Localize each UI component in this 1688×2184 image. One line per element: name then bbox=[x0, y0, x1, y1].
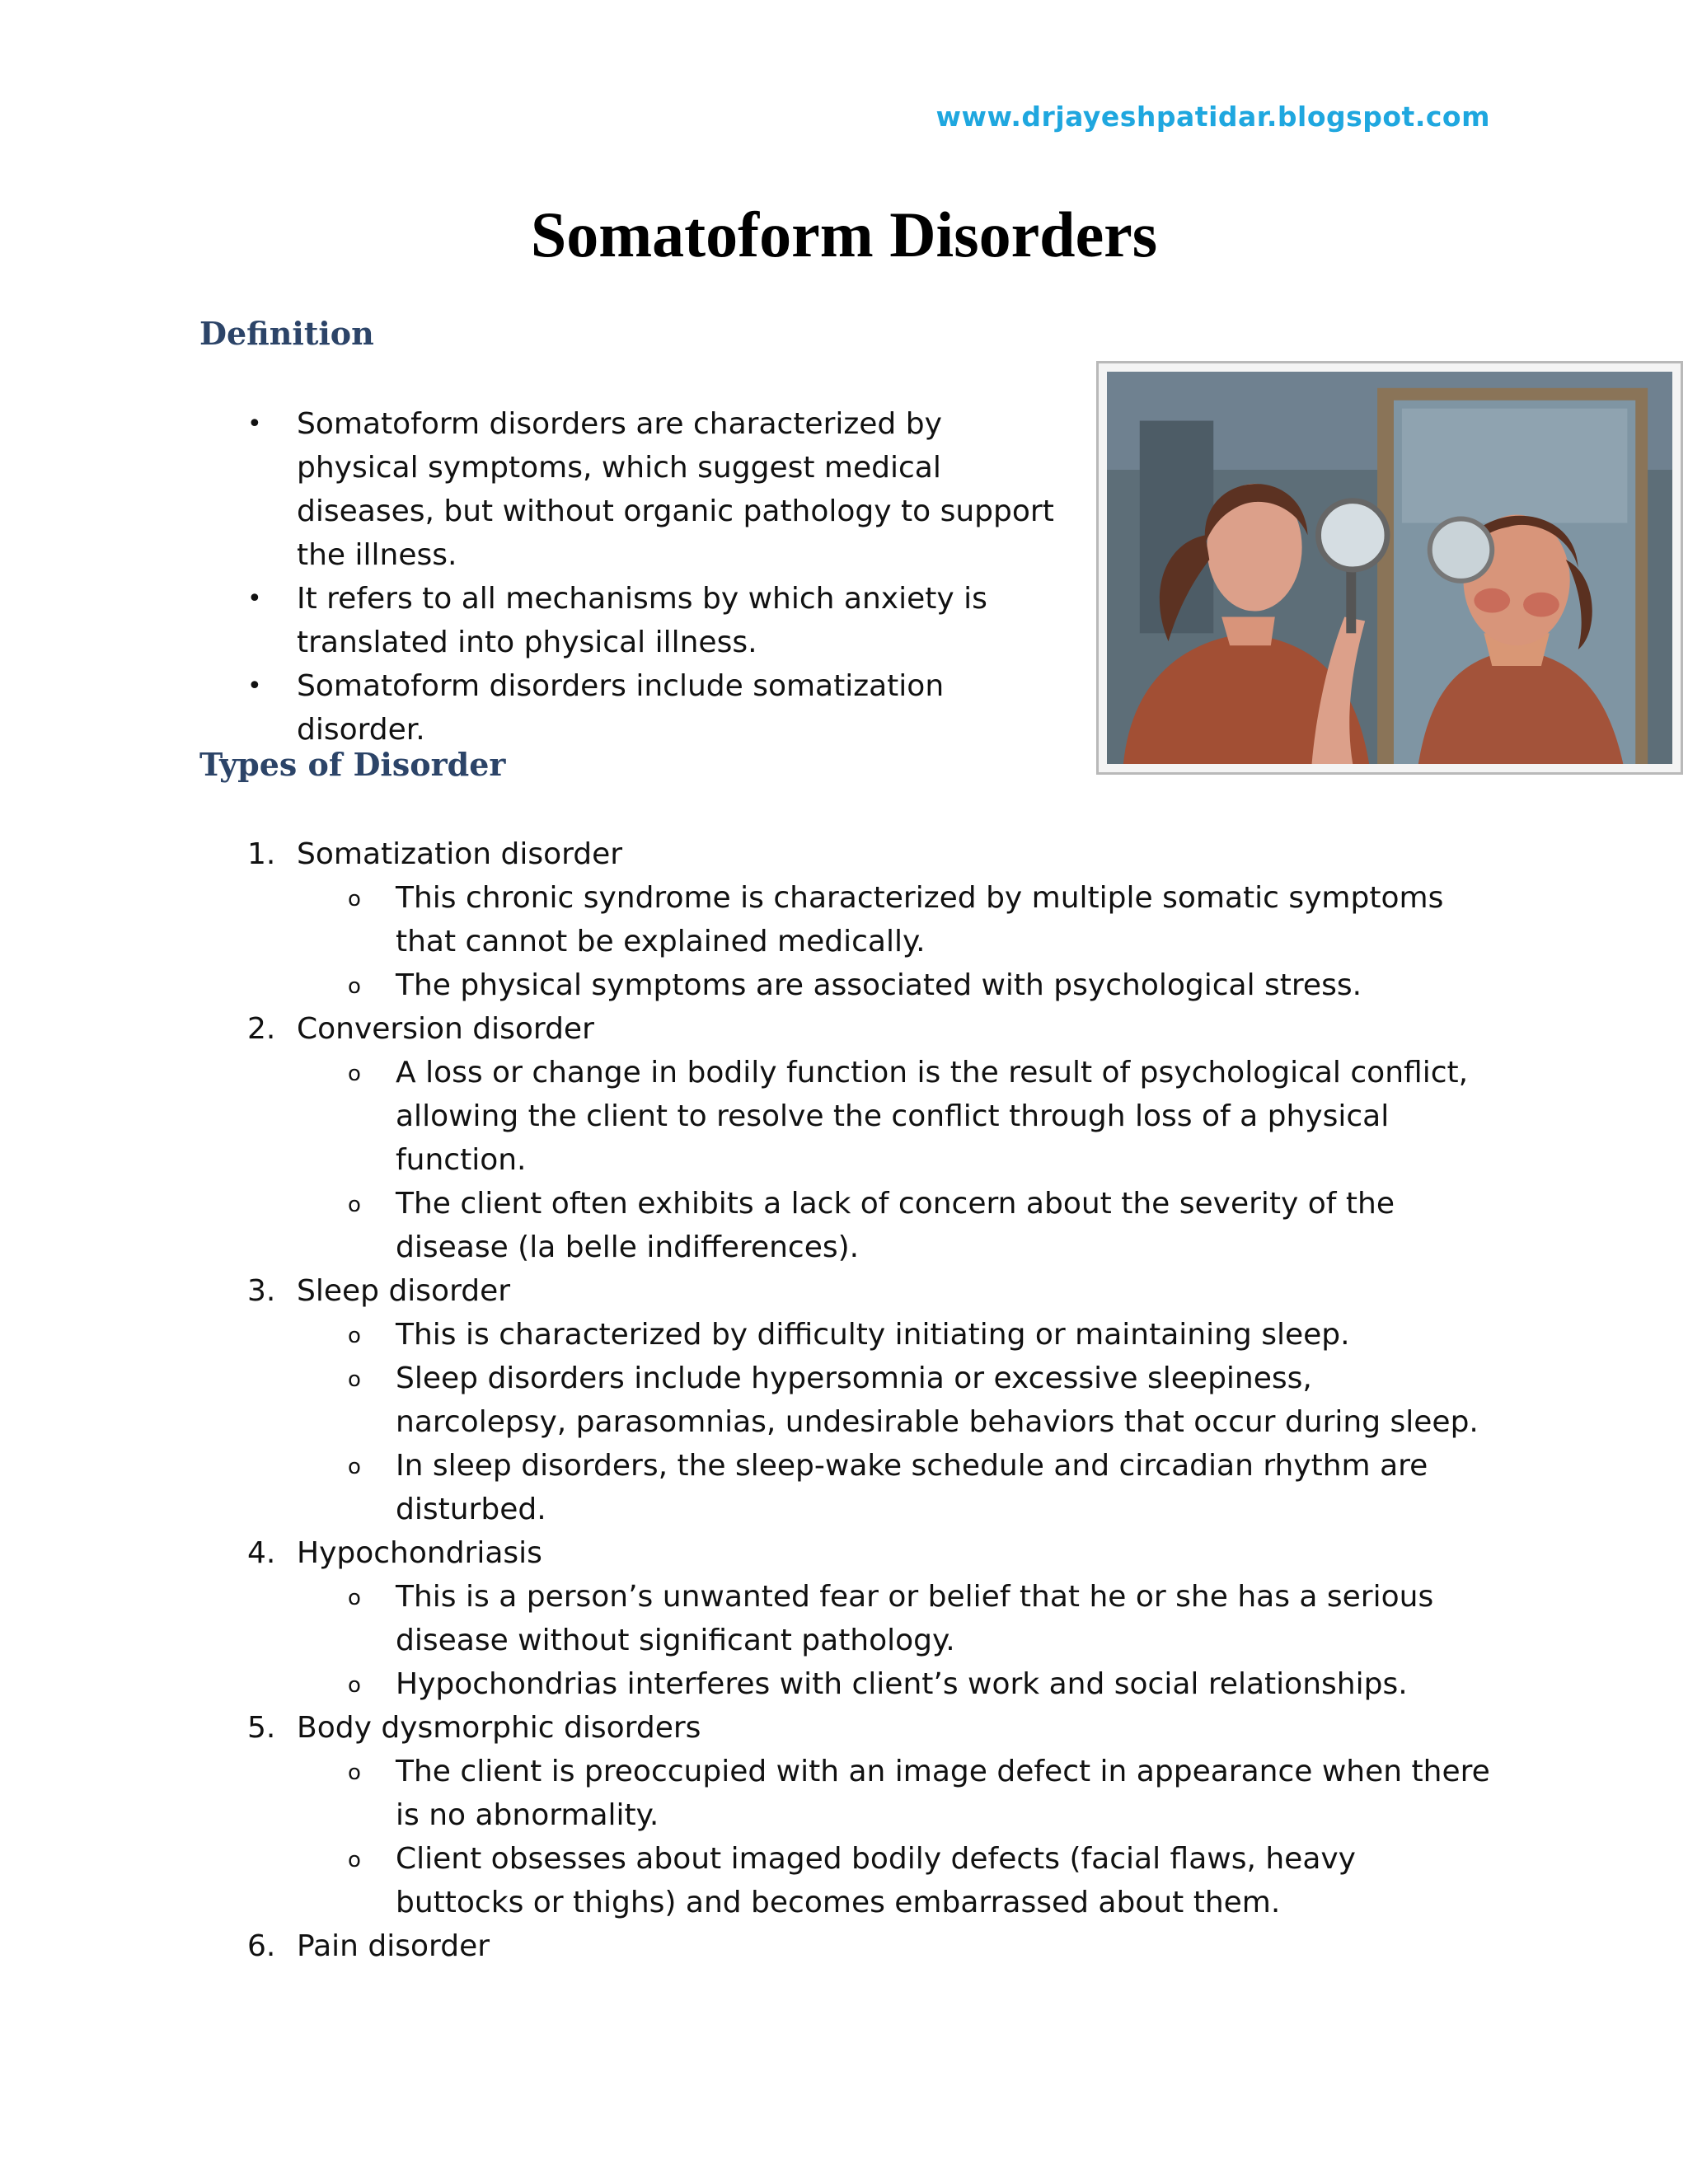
definition-text: It refers to all mechanisms by which anxiety is translated into physical illness. bbox=[297, 582, 987, 659]
type-item bbox=[199, 832, 1518, 1007]
circle-bullet-icon: o bbox=[348, 1193, 361, 1217]
type-details bbox=[297, 1313, 1518, 1531]
detail-text: Sleep disorders include hypersomnia or excessive sleepiness, narcolepsy, parasomnias, undesirable behaviors that occur during sleep. bbox=[396, 1361, 1479, 1439]
type-item bbox=[199, 1924, 1518, 1968]
woman-mirror-icon bbox=[1107, 372, 1672, 764]
detail-item bbox=[297, 1575, 1492, 1662]
type-name: Conversion disorder bbox=[297, 1012, 594, 1046]
bullet-icon: • bbox=[247, 672, 262, 701]
type-details bbox=[297, 1575, 1518, 1706]
type-name: Hypochondriasis bbox=[297, 1536, 542, 1570]
type-item bbox=[199, 1007, 1518, 1269]
detail-text: Client obsesses about imaged bodily defects (facial flaws, heavy buttocks or thighs) and becomes embarrassed about them. bbox=[396, 1842, 1356, 1919]
definition-item bbox=[199, 664, 1065, 752]
circle-bullet-icon: o bbox=[348, 1367, 361, 1392]
detail-item bbox=[297, 1750, 1492, 1837]
definition-text: Somatoform disorders are characterized by physical symptoms, which suggest medical diseases, but without organic pathology to support the illness. bbox=[297, 407, 1054, 572]
circle-bullet-icon: o bbox=[348, 1324, 361, 1348]
detail-text: Hypochondrias interferes with client’s work and social relationships. bbox=[396, 1667, 1408, 1701]
types-list bbox=[199, 832, 1518, 1968]
bullet-icon: • bbox=[247, 584, 262, 613]
definition-text: Somatoform disorders include somatization disorder. bbox=[297, 669, 945, 747]
types-heading: Types of Disorder bbox=[199, 746, 506, 783]
mirror-illustration bbox=[1096, 361, 1683, 775]
circle-bullet-icon: o bbox=[348, 1455, 361, 1479]
bullet-icon: • bbox=[247, 410, 262, 438]
detail-text: In sleep disorders, the sleep-wake schedule and circadian rhythm are disturbed. bbox=[396, 1449, 1428, 1526]
detail-item bbox=[297, 1182, 1492, 1269]
detail-item bbox=[297, 1051, 1492, 1182]
detail-item bbox=[297, 963, 1492, 1007]
site-url[interactable]: www.drjayeshpatidar.blogspot.com bbox=[935, 101, 1490, 133]
definition-heading: Definition bbox=[199, 315, 374, 352]
item-number: 3. bbox=[247, 1274, 276, 1308]
type-item bbox=[199, 1706, 1518, 1924]
circle-bullet-icon: o bbox=[348, 974, 361, 999]
type-details bbox=[297, 1750, 1518, 1924]
item-number: 4. bbox=[247, 1536, 276, 1570]
detail-text: A loss or change in bodily function is the result of psychological conflict, allowing the client to resolve the conflict through loss of a physical function. bbox=[396, 1056, 1469, 1177]
circle-bullet-icon: o bbox=[348, 1062, 361, 1086]
type-name: Pain disorder bbox=[297, 1929, 490, 1963]
circle-bullet-icon: o bbox=[348, 1760, 361, 1785]
detail-text: The physical symptoms are associated with psychological stress. bbox=[396, 968, 1362, 1002]
type-details bbox=[297, 876, 1518, 1007]
detail-text: This is characterized by difficulty initiating or maintaining sleep. bbox=[396, 1318, 1350, 1352]
type-name: Somatization disorder bbox=[297, 837, 623, 871]
detail-text: The client often exhibits a lack of concern about the severity of the disease (la belle indifferences). bbox=[396, 1187, 1395, 1264]
detail-text: The client is preoccupied with an image defect in appearance when there is no abnormality. bbox=[396, 1755, 1490, 1832]
item-number: 1. bbox=[247, 837, 276, 871]
circle-bullet-icon: o bbox=[348, 887, 361, 912]
definition-list bbox=[199, 402, 1065, 752]
detail-text: This is a person’s unwanted fear or belief that he or she has a serious disease without significant pathology. bbox=[396, 1580, 1434, 1657]
definition-item bbox=[199, 402, 1065, 577]
circle-bullet-icon: o bbox=[348, 1848, 361, 1872]
item-number: 6. bbox=[247, 1929, 276, 1963]
detail-item bbox=[297, 1357, 1492, 1444]
definition-item bbox=[199, 577, 1065, 664]
circle-bullet-icon: o bbox=[348, 1586, 361, 1610]
type-item bbox=[199, 1531, 1518, 1706]
item-number: 5. bbox=[247, 1711, 276, 1745]
detail-item bbox=[297, 876, 1492, 963]
detail-item bbox=[297, 1662, 1492, 1706]
type-details bbox=[297, 1051, 1518, 1269]
item-number: 2. bbox=[247, 1012, 276, 1046]
type-name: Body dysmorphic disorders bbox=[297, 1711, 701, 1745]
detail-item bbox=[297, 1444, 1492, 1531]
detail-item bbox=[297, 1837, 1492, 1924]
circle-bullet-icon: o bbox=[348, 1673, 361, 1698]
detail-item bbox=[297, 1313, 1492, 1357]
type-item bbox=[199, 1269, 1518, 1531]
detail-text: This chronic syndrome is characterized by multiple somatic symptoms that cannot be explained medically. bbox=[396, 881, 1444, 958]
type-name: Sleep disorder bbox=[297, 1274, 511, 1308]
page-title: Somatoform Disorders bbox=[530, 199, 1158, 270]
